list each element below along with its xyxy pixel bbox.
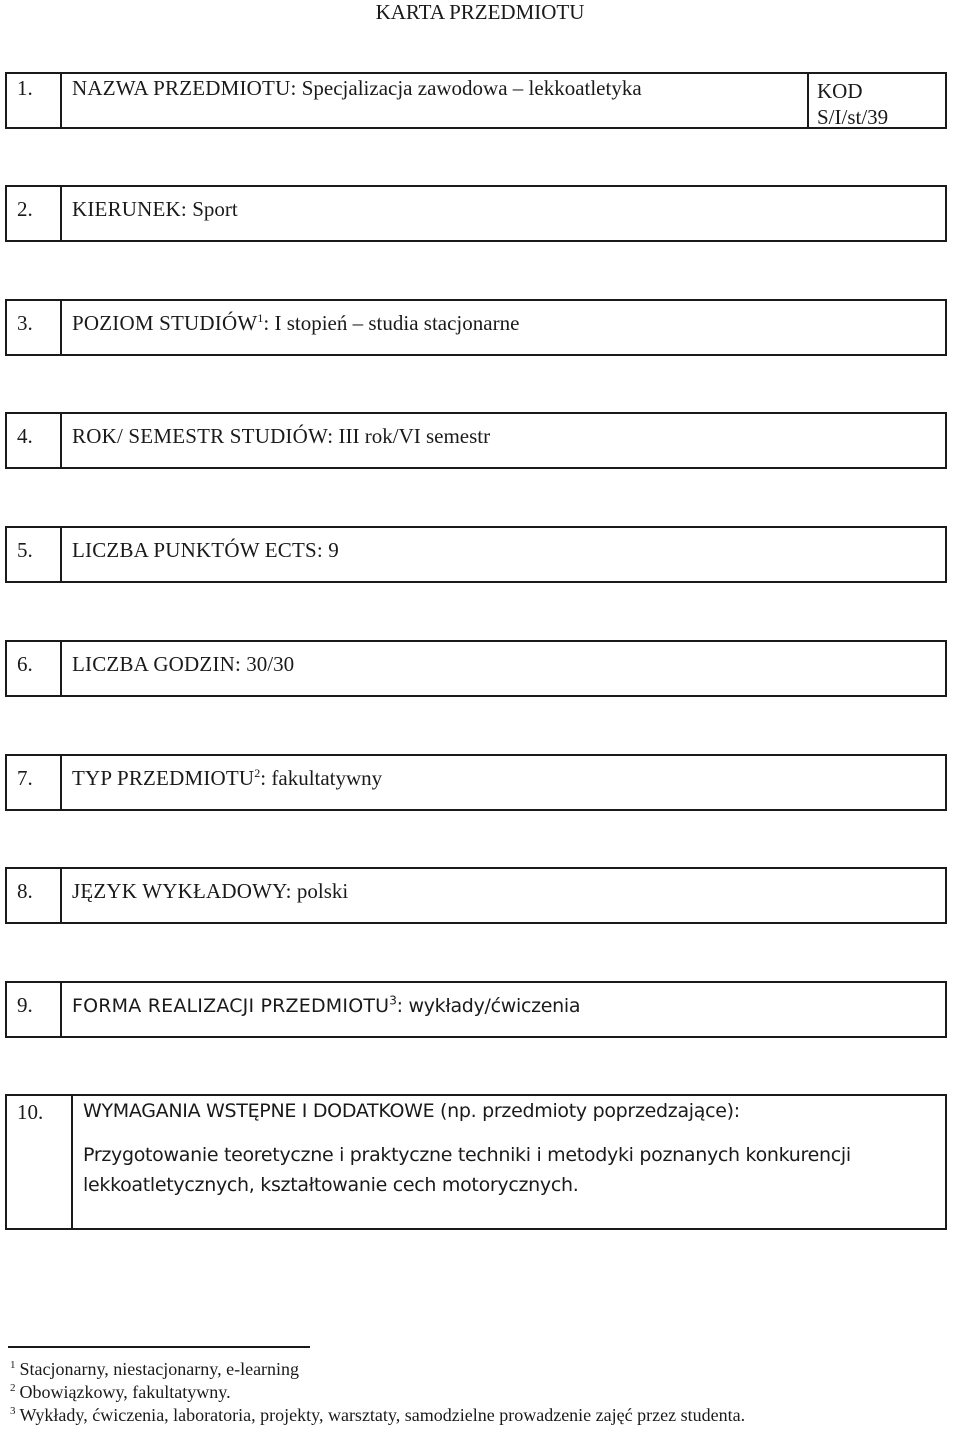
footnote-text: Stacjonarny, niestacjonarny, e-learning — [19, 1359, 300, 1379]
field-value: wykłady/ćwiczenia — [402, 995, 581, 1017]
footnote-text: Obowiązkowy, fakultatywny. — [19, 1382, 231, 1402]
field-content — [62, 642, 945, 695]
field-row-rok-semestr — [5, 412, 947, 469]
footnote-item — [10, 1358, 745, 1381]
field-number: 5. — [7, 528, 62, 581]
field-value: 9 — [322, 538, 339, 562]
footnote-ref: 1 — [257, 311, 264, 325]
field-label: FORMA REALIZACJI PRZEDMIOTU — [72, 995, 390, 1017]
field-label: POZIOM STUDIÓW — [72, 311, 258, 335]
field-content — [62, 756, 945, 809]
field-content — [62, 983, 945, 1036]
footnote-item — [10, 1404, 745, 1427]
kod-label: KOD — [817, 79, 863, 103]
field-label: ROK/ SEMESTR STUDIÓW: — [72, 424, 334, 448]
field-label: TYP PRZEDMIOTU — [72, 766, 255, 790]
page-title: KARTA PRZEDMIOTU — [375, 0, 585, 24]
field-label: LICZBA PUNKTÓW ECTS: — [72, 538, 323, 562]
field-content — [73, 1096, 945, 1228]
footnote-ref: 3 — [389, 993, 397, 1008]
field-value: polski — [291, 879, 349, 903]
footnote-item — [10, 1381, 745, 1404]
field-label-colon: : — [260, 766, 267, 790]
field-number: 9. — [7, 983, 62, 1036]
field-row-typ — [5, 754, 947, 811]
field-number: 1. — [7, 74, 62, 127]
footnote-number: 1 — [10, 1359, 16, 1371]
footnotes — [10, 1358, 745, 1427]
kod-cell — [807, 74, 945, 127]
field-label: WYMAGANIA WSTĘPNE I DODATKOWE (np. przedmioty poprzedzające): — [83, 1100, 740, 1122]
field-row-wymagania — [5, 1094, 947, 1230]
footnote-ref: 2 — [254, 766, 261, 780]
field-value: 30/30 — [241, 652, 295, 676]
field-content — [62, 869, 945, 922]
field-number: 7. — [7, 756, 62, 809]
field-number: 2. — [7, 187, 62, 240]
field-row-godziny — [5, 640, 947, 697]
field-label-colon: : — [263, 311, 270, 335]
field-content — [62, 74, 807, 127]
field-number: 8. — [7, 869, 62, 922]
field-content — [62, 187, 945, 240]
field-row-nazwa — [5, 72, 947, 129]
field-label: NAZWA PRZEDMIOTU: — [72, 76, 297, 100]
kod-value: S/I/st/39 — [817, 105, 889, 129]
field-number: 6. — [7, 642, 62, 695]
field-content — [62, 528, 945, 581]
field-value: Specjalizacja zawodowa – lekkoatletyka — [296, 76, 642, 100]
field-row-jezyk — [5, 867, 947, 924]
field-value: Sport — [186, 197, 238, 221]
field-row-kierunek — [5, 185, 947, 242]
field-content — [62, 301, 945, 354]
footnote-number: 3 — [10, 1405, 16, 1417]
field-row-poziom — [5, 299, 947, 356]
field-label: LICZBA GODZIN: — [72, 652, 242, 676]
field-value: fakultatywny — [266, 766, 383, 790]
footnote-text: Wykłady, ćwiczenia, laboratoria, projekty, warsztaty, samodzielne prowadzenie zajęć przez studenta. — [19, 1405, 746, 1425]
field-content — [62, 414, 945, 467]
field-number: 3. — [7, 301, 62, 354]
field-label: KIERUNEK: — [72, 197, 187, 221]
field-row-forma — [5, 981, 947, 1038]
field-number: 10. — [7, 1096, 73, 1228]
footnote-divider — [8, 1346, 310, 1348]
field-value: Przygotowanie teoretyczne i praktyczne techniki i metodyki poznanych konkurencji lekkoatletycznych, kształtowanie cech motorycznych. — [83, 1144, 851, 1196]
field-row-ects — [5, 526, 947, 583]
field-value: III rok/VI semestr — [333, 424, 491, 448]
field-label-colon: : — [396, 995, 403, 1017]
field-number: 4. — [7, 414, 62, 467]
field-label: JĘZYK WYKŁADOWY: — [72, 879, 292, 903]
footnote-number: 2 — [10, 1382, 16, 1394]
field-value: I stopień – studia stacjonarne — [269, 311, 520, 335]
